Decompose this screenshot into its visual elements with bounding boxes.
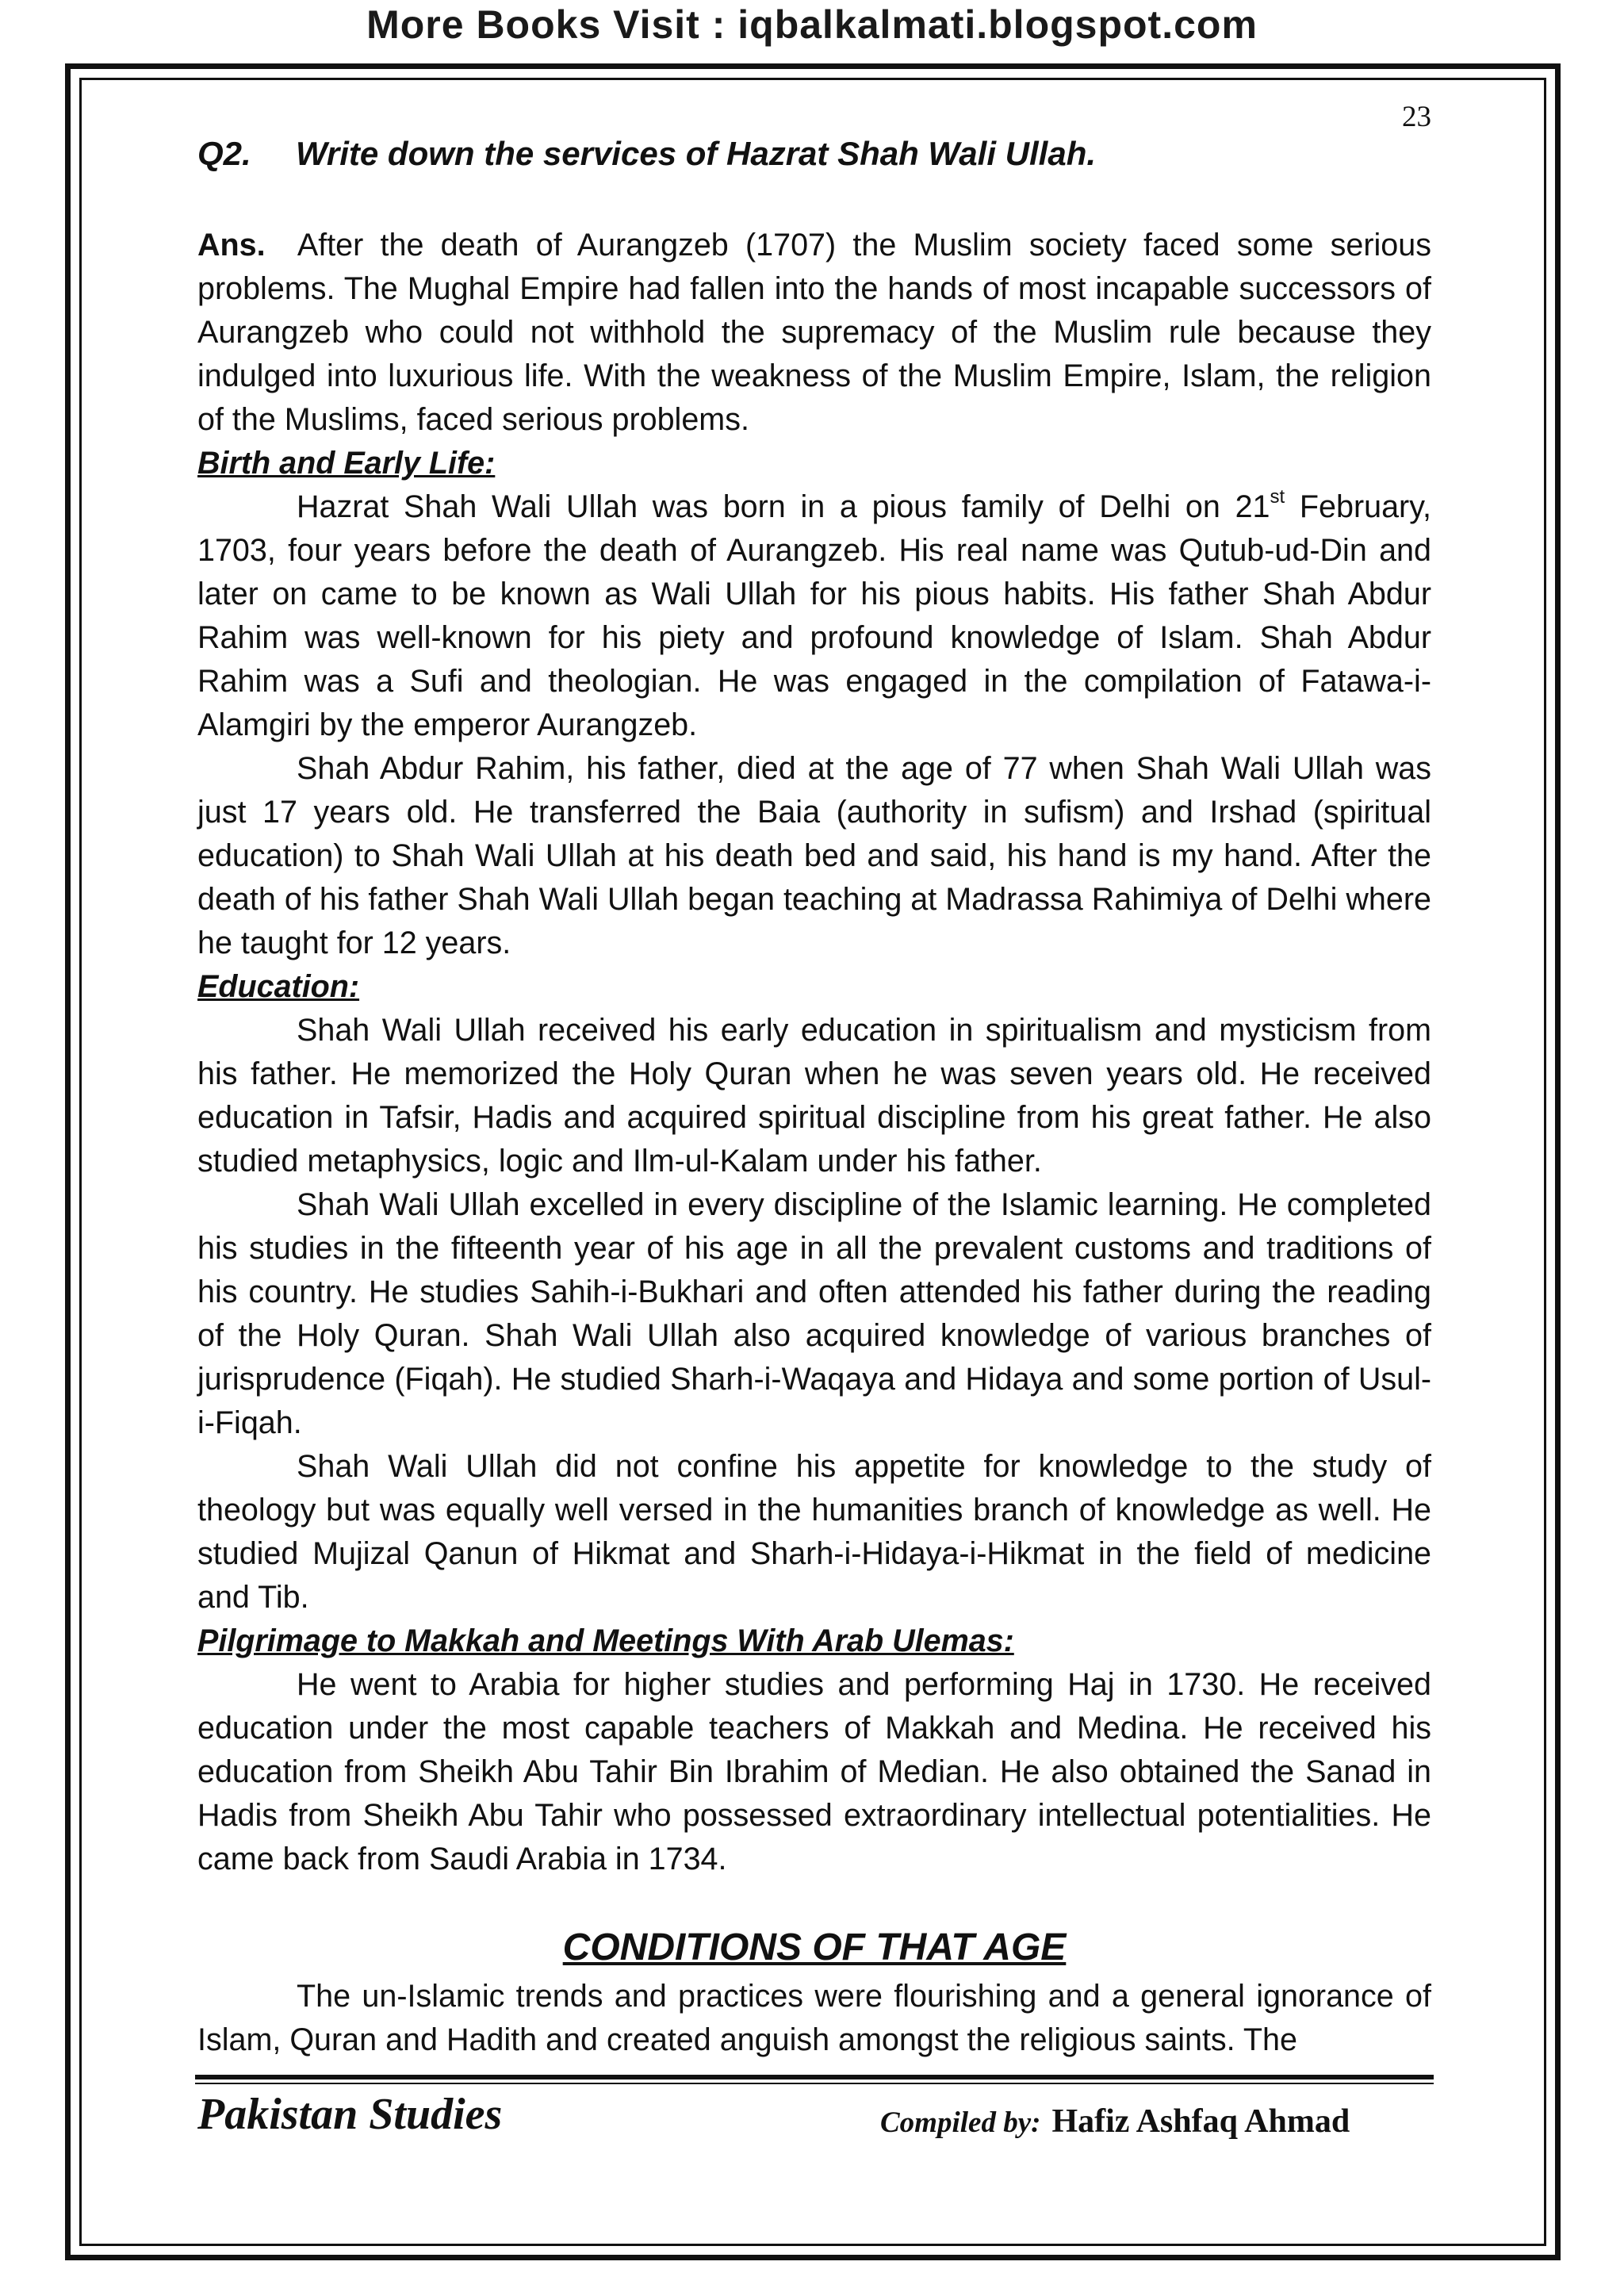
question-heading [197, 135, 1096, 173]
ordinal-suffix: st [1270, 486, 1285, 508]
compiler-name: Hafiz Ashfaq Ahmad [1051, 2103, 1350, 2140]
section-heading-pilgrimage: Pilgrimage to Makkah and Meetings With Arab Ulemas: [197, 1623, 1014, 1658]
answer-label: Ans. [197, 228, 266, 263]
education-paragraph-3: Shah Wali Ullah did not confine his appetite for knowledge to the study of theology but was equally well versed in the humanities branch of knowledge as well. He studied Mujizal Qanun of Hikmat and Sharh-i-Hidaya-i-Hikmat in the field of medicine and Tib. [197, 1449, 1431, 1615]
footer-rule-thick [195, 2075, 1434, 2079]
footer-book-title: Pakistan Studies [197, 2090, 503, 2139]
section-heading-conditions: CONDITIONS OF THAT AGE [562, 1926, 1067, 1968]
answer-intro-paragraph [197, 224, 1431, 442]
compiled-by-label: Compiled by: [880, 2106, 1041, 2139]
birth-paragraph-1 [197, 485, 1431, 747]
question-number: Q2. [197, 135, 251, 172]
education-paragraph-2: Shah Wali Ullah excelled in every discipline of the Islamic learning. He completed his studies in the fifteenth year of his age in all the prevalent customs and traditions of his country. He studies Sahih-i-Bukhari and often attended his father during the reading of the Holy Quran. Shah Wali Ullah also acquired knowledge of various branches of jurisprudence (Fiqah). He studied Sharh-i-Waqaya and Hidaya and some portion of Usul-i-Fiqah. [197, 1187, 1431, 1440]
birth-paragraph-1-end: February, 1703, four years before the death of Aurangzeb. His real name was Qutub-ud-Din and later on came to be known as Wali Ullah for his pious habits. His father Shah Abdur Rahim was well-known for his piety and profound knowledge of Islam. Shah Abdur Rahim was a Sufi and theologian. He was engaged in the compilation of Fatawa-i-Alamgiri by the emperor Aurangzeb. [197, 489, 1431, 742]
page-body [197, 224, 1431, 2062]
footer-rule-thin [195, 2083, 1434, 2084]
footer-compiler [880, 2102, 1350, 2141]
birth-paragraph-2: Shah Abdur Rahim, his father, died at the age of 77 when Shah Wali Ullah was just 17 years old. He transferred the Baia (authority in sufism) and Irshad (spiritual education) to Shah Wali Ullah at his death bed and said, his hand is my hand. After the death of his father Shah Wali Ullah began teaching at Madrassa Rahimiya of Delhi where he taught for 12 years. [197, 751, 1431, 960]
birth-paragraph-1-start: Hazrat Shah Wali Ullah was born in a pious family of Delhi on 21 [297, 489, 1270, 524]
section-heading-education: Education: [197, 969, 360, 1004]
section-heading-birth: Birth and Early Life: [197, 446, 496, 481]
education-paragraph-1: Shah Wali Ullah received his early education in spiritualism and mysticism from his father. He memorized the Holy Quran when he was seven years old. He received education in Tafsir, Hadis and acquired spiritual discipline from his great father. He also studied metaphysics, logic and Ilm-ul-Kalam under his father. [197, 1013, 1431, 1179]
answer-intro-text: After the death of Aurangzeb (1707) the Muslim society faced some serious problems. The Mughal Empire had fallen into the hands of most incapable successors of Aurangzeb who could not withhold the supremacy of the Muslim rule because they indulged into luxurious life. With the weakness of the Muslim Empire, Islam, the religion of the Muslims, faced serious problems. [197, 228, 1431, 437]
site-banner: More Books Visit : iqbalkalmati.blogspot.com [366, 2, 1258, 47]
pilgrimage-paragraph-1: He went to Arabia for higher studies and performing Haj in 1730. He received education under the most capable teachers of Makkah and Medina. He received his education from Sheikh Abu Tahir Bin Ibrahim of Median. He also obtained the Sanad in Hadis from Sheikh Abu Tahir who possessed extraordinary intellectual potentialities. He came back from Saudi Arabia in 1734. [197, 1667, 1431, 1876]
question-text: Write down the services of Hazrat Shah Wali Ullah. [296, 135, 1097, 172]
page-number: 23 [1402, 101, 1431, 133]
conditions-paragraph-1: The un-Islamic trends and practices were flourishing and a general ignorance of Islam, Quran and Hadith and created anguish amongst the religious saints. The [197, 1979, 1431, 2057]
